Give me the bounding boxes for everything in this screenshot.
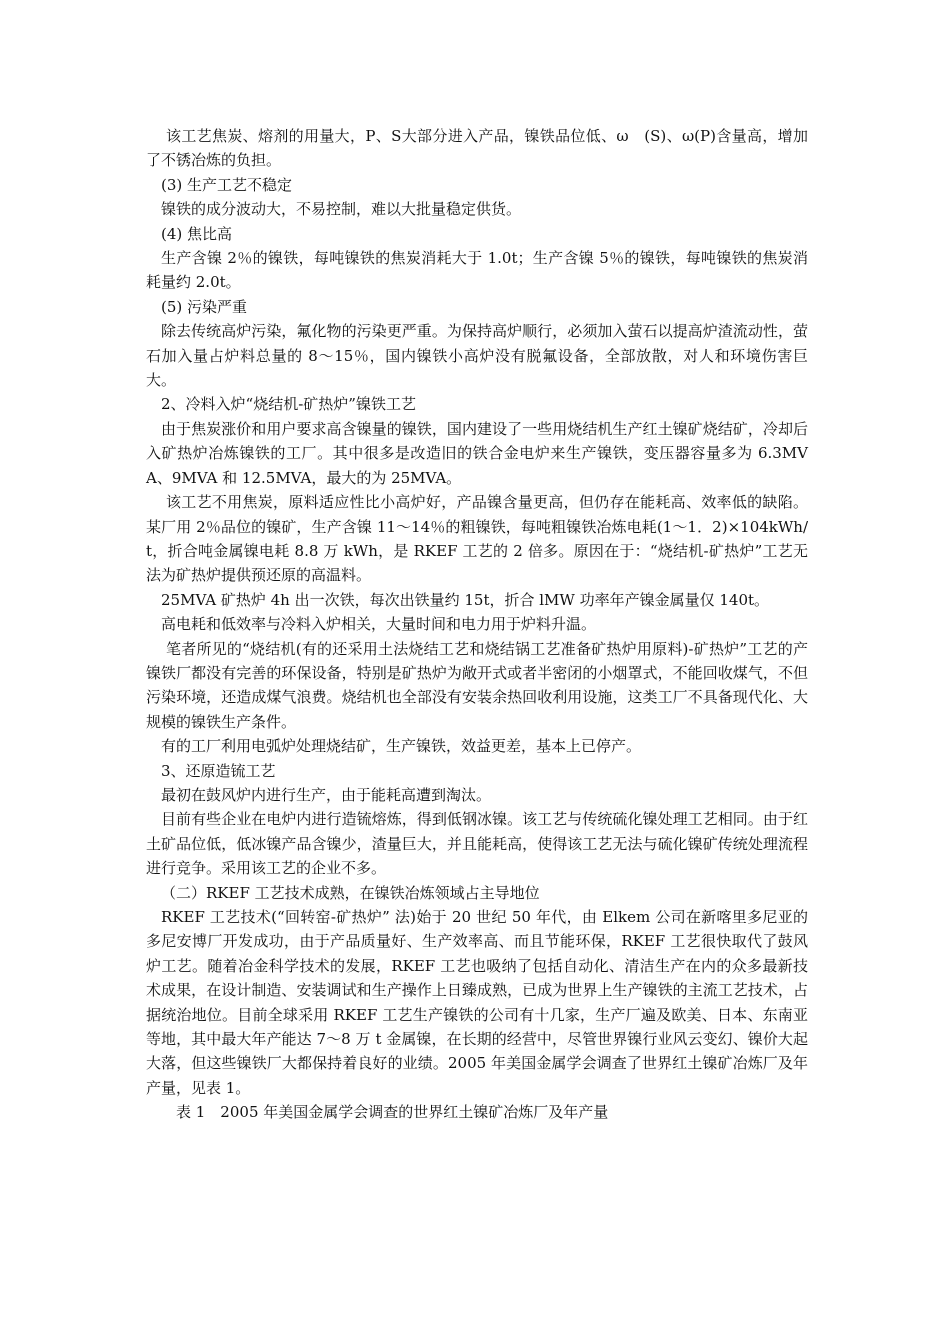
paragraph-coke-ratio: 生产含镍 2％的镍铁，每吨镍铁的焦炭消耗大于 1.0t；生产含镍 5％的镍铁，每吨镍铁的焦炭消耗量约 2.0t。: [146, 249, 808, 292]
heading-coke-ratio: (4) 焦比高: [161, 224, 233, 243]
paragraph-cold-charge-intro: 由于焦炭涨价和用户要求高含镍量的镍铁，国内建设了一些用烧结机生产红土镍矿烧结矿，冷却后入矿热炉冶炼镍铁的工厂。其中很多是改造旧的铁合金电炉来生产镍铁，变压器容量多为 6.3MVA、9MVA 和 12.5MVA，最大的为 25MVA。: [146, 419, 808, 487]
heading-cold-charge-process: 2、冷料入炉“烧结机-矿热炉”镍铁工艺: [161, 395, 416, 414]
heading-matte-process: 3、还原造锍工艺: [161, 761, 276, 780]
heading-unstable-process: (3) 生产工艺不稳定: [161, 175, 293, 194]
document-body: [146, 124, 808, 1125]
paragraph-high-consumption: 高电耗和低效率与冷料入炉相关，大量时间和电力用于炉料升温。: [161, 615, 597, 634]
paragraph-matte-smelting: 目前有些企业在电炉内进行造锍熔炼，得到低钢冰镍。该工艺与传统硫化镍处理工艺相同。由于红土矿品位低，低冰镍产品含镍少，渣量巨大，并且能耗高，使得该工艺无法与硫化镍矿传统处理流程进行竞争。采用该工艺的企业不多。: [146, 810, 808, 878]
paragraph-pollution: 除去传统高炉污染，氟化物的污染更严重。为保持高炉顺行，必须加入萤石以提高炉渣流动性，萤石加入量占炉料总量的 8～15％，国内镍铁小高炉没有脱氟设备，全部放散，对人和环境伤害巨大。: [146, 322, 808, 390]
paragraph-unstable: 镍铁的成分波动大，不易控制，难以大批量稳定供货。: [161, 200, 522, 219]
paragraph-burden: 该工艺焦炭、熔剂的用量大，P、S大部分进入产品，镍铁品位低、ω (S)、ω(P)含量高，增加了不锈冶炼的负担。: [146, 127, 808, 170]
paragraph-blast-furnace: 最初在鼓风炉内进行生产，由于能耗高遭到淘汰。: [161, 785, 492, 804]
paragraph-rkef-history: RKEF 工艺技术(“回转窑-矿热炉” 法)始于 20 世纪 50 年代，由 Elkem 公司在新喀里多尼亚的多尼安博厂开发成功，由于产品质量好、生产效率高、而且节能环保，RKEF 工艺很快取代了鼓风炉工艺。随着冶金科学技术的发展，RKEF 工艺也吸纳了包括自动化、清洁生产在内的众多最新技术成果，在设计制造、安装调试和生产操作上日臻成熟，已成为世界上生产镍铁的主流工艺技术，占据统治地位。目前全球采用 RKEF 工艺生产镍铁的公司有十几家，生产厂遍及欧美、日本、东南亚等地，其中最大年产能达 7～8 万 t 金属镍，在长期的经营中，尽管世界镍行业风云变幻、镍价大起大落，但这些镍铁厂大都保持着良好的业绩。2005 年美国金属学会调查了世界红土镍矿冶炼厂及年产量，见表 1。: [146, 908, 808, 1097]
paragraph-arc-furnace: 有的工厂利用电弧炉处理烧结矿，生产镍铁，效益更差，基本上已停产。: [161, 737, 642, 756]
table-caption: 表 1 2005 年美国金属学会调查的世界红土镍矿冶炼厂及年产量: [176, 1103, 609, 1122]
heading-pollution: (5) 污染严重: [161, 297, 248, 316]
heading-rkef-mature: （二）RKEF 工艺技术成熟，在镍铁冶炼领域占主导地位: [161, 883, 540, 902]
paragraph-cold-charge-defects: 该工艺不用焦炭，原料适应性比小高炉好，产品镍含量更高，但仍存在能耗高、效率低的缺陷。某厂用 2％品位的镍矿，生产含镍 11～14％的粗镍铁，每吨粗镍铁冶炼电耗(1～1．2)×104kWh/t，折合吨金属镍电耗 8.8 万 kWh，是 RKEF 工艺的 2 倍多。原因在于：“烧结机-矿热炉”工艺无法为矿热炉提供预还原的高温料。: [146, 493, 808, 585]
paragraph-environmental: 笔者所见的“烧结机(有的还采用土法烧结工艺和烧结锅工艺准备矿热炉用原料)-矿热炉”工艺的产镍铁厂都没有完善的环保设备，特别是矿热炉为敞开式或者半密闭的小烟罩式，不能回收煤气，不但污染环境，还造成煤气浪费。烧结机也全部没有安装余热回收利用设施，这类工厂不具备现代化、大规模的镍铁生产条件。: [146, 639, 808, 731]
paragraph-furnace-output: 25MVA 矿热炉 4h 出一次铁，每次出铁量约 15t，折合 lMW 功率年产镍金属量仅 140t。: [161, 590, 770, 609]
